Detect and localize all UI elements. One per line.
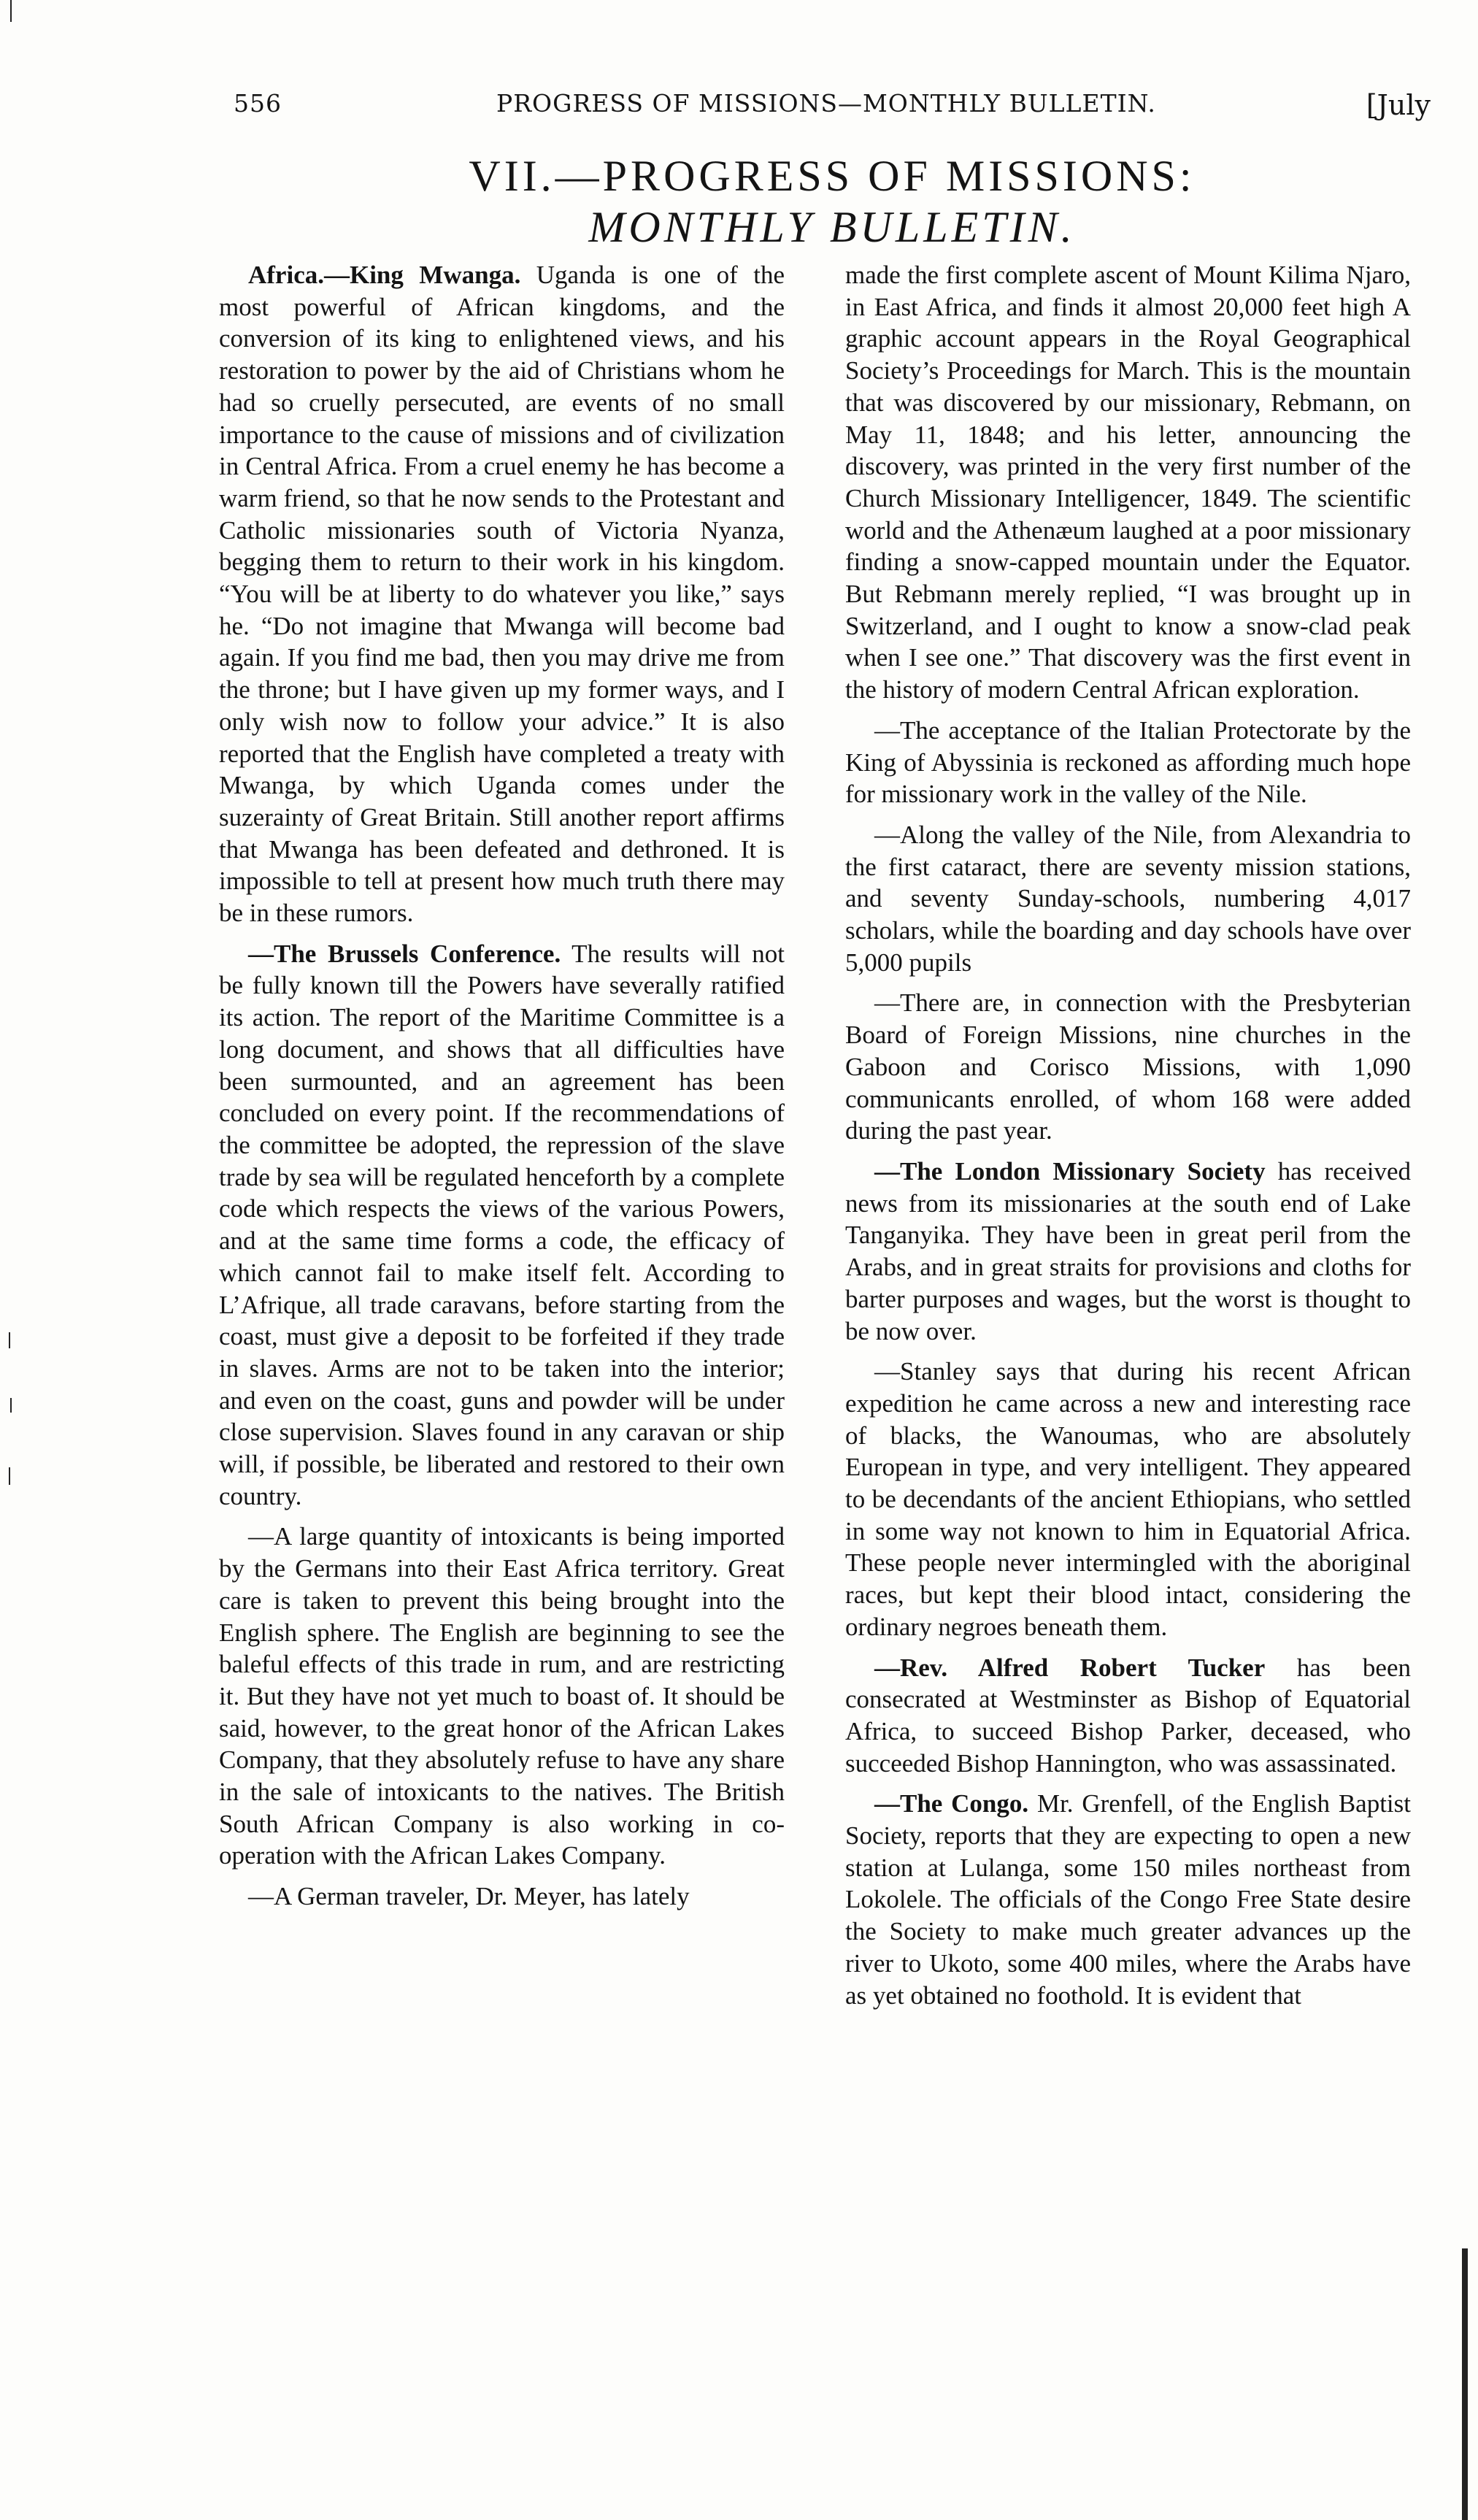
scan-edge-mark — [10, 0, 12, 22]
scan-edge-mark — [9, 1332, 10, 1348]
paragraph — [845, 819, 1411, 979]
title-line-1: VII.—PROGRESS OF MISSIONS: — [469, 152, 1196, 200]
paragraph-text: made the first complete ascent of Mount Kilima Njaro, in East Africa, and finds it almost 20,000 feet high A graphic account appears in the Royal Geographical Society’s Proceedings for March. This is the mountain that was discovered by our missionary, Rebmann, on May 11, 1848; and his letter, announcing the discovery, was printed in the very first number of the Church Missionary Intelligencer, 1849. The scientific world and the Athenæum laughed at a poor missionary finding a snow-capped mountain under the Equator. But Rebmann merely replied, “I was brought up in Switzerland, and I ought to know a snow-clad peak when I see one.” That discovery was the first event in the history of modern Central African exploration. — [845, 261, 1411, 704]
header-month: [July — [1366, 89, 1431, 121]
paragraph — [845, 1356, 1411, 1643]
article-title — [234, 150, 1431, 253]
paragraph — [845, 1788, 1411, 2011]
paragraph — [219, 938, 785, 1513]
paragraph-text: —The acceptance of the Italian Protectorate by the King of Abyssinia is reckoned as affording much hope for missionary work in the valley of the Nile. — [845, 715, 1411, 809]
paragraph — [845, 1156, 1411, 1347]
scan-edge-mark — [1462, 2248, 1468, 2520]
left-column — [219, 259, 785, 1921]
paragraph-text: —Along the valley of the Nile, from Alexandria to the first cataract, there are seventy mission stations, and seventy Sunday-schools, numbering 4,017 scholars, while the boarding and day schools have over 5,000 pupils — [845, 820, 1411, 977]
paragraph — [845, 715, 1411, 810]
paragraph — [219, 259, 785, 929]
scan-edge-mark — [9, 1467, 10, 1485]
paragraph-lead: —Rev. Alfred Robert Tucker — [874, 1653, 1266, 1682]
scan-edge-mark — [10, 1398, 12, 1413]
paragraph-text: has received news from its missionaries at the south end of Lake Tanganyika. They have been in great peril from the Arabs, and in great straits for provisions and cloths for barter purposes and wages, but the worst is thought to be now over. — [845, 1156, 1411, 1345]
paragraph — [845, 987, 1411, 1147]
paragraph-text: —A German traveler, Dr. Meyer, has lately — [248, 1882, 690, 1911]
page-number: 556 — [234, 89, 282, 118]
paragraph-text: Mr. Grenfell, of the English Baptist Society, reports that they are expecting to open a new station at Lulanga, some 150 miles northeast from Lokolele. The officials of the Congo Free State desire the Society to make much greater advances up the river to Ukoto, some 400 miles, where the Arabs have as yet obtained no foothold. It is evident that — [845, 1789, 1412, 2010]
paragraph-text: —Stanley says that during his recent African expedition he came across a new and interesting race of blacks, the Wanoumas, who are absolutely European in type, and very intelligent. They appeared to be decendants of the ancient Ethiopians, who settled in some way not known to him in Equatorial Africa. These people never intermingled with the aboriginal races, but kept their blood intact, considering the ordinary negroes beneath them. — [845, 1357, 1411, 1641]
running-title: PROGRESS OF MISSIONS—MONTHLY BULLETIN. — [496, 89, 1156, 118]
paragraph-text: The results will not be fully known till the Powers have severally ratified its action. The report of the Maritime Committee is a long document, and shows that all difficulties have been surmounted, and an agreement has been concluded on every point. If the recommendations of the committee be adopted, the repression of the slave trade by sea will be regulated henceforth by a complete code which respects the views of the various Powers, and at the same time forms a code, the efficacy of which cannot fail to make itself felt. According to L’Afrique, all trade caravans, before starting from the coast, must give a deposit to be forfeited if they trade in slaves. Arms are not to be taken into the interior; and even on the coast, guns and powder will be under close supervision. Slaves found in any caravan or ship will, if possible, be liberated and restored to their own country. — [219, 939, 785, 1510]
paragraph — [845, 259, 1411, 706]
paragraph-text: —A large quantity of intoxicants is being imported by the Germans into their East Africa territory. Great care is taken to prevent this being brought into the English sphere. The English are beginning to see the baleful effects of this trade in rum, and are restricting it. But they have not yet much to boast of. It should be said, however, to the great honor of the African Lakes Company, that they absolutely refuse to have any share in the sale of intoxicants to the natives. The British South African Company is also working in co-operation with the African Lakes Company. — [219, 1522, 785, 1870]
paragraph — [845, 1652, 1411, 1780]
paragraph-lead: —The Congo. — [874, 1789, 1029, 1818]
running-header — [234, 89, 1431, 133]
right-column — [845, 259, 1411, 2020]
paragraph — [219, 1521, 785, 1872]
paragraph-text: Uganda is one of the most powerful of African kingdoms, and the conversion of its king to enlightened views, and his restoration to power by the aid of Christians whom he had so cruelly persecuted, are events of no small importance to the cause of missions and of civilization in Central Africa. From a cruel enemy he has become a warm friend, so that he now sends to the Protestant and Catholic missionaries south of Victoria Nyanza, begging them to return to their work in his kingdom. “You will be at liberty to do whatever you like,” says he. “Do not imagine that Mwanga will become bad again. If you find me bad, then you may drive me from the throne; but I have given up my former ways, and I only wish now to follow your advice.” It is also reported that the English have completed a treaty with Mwanga, by which Uganda comes under the suzerainty of Great Britain. Still another report affirms that Mwanga has been defeated and dethroned. It is impossible to tell at present how much truth there may be in these rumors. — [219, 261, 785, 928]
paragraph-lead: Africa.—King Mwanga. — [248, 261, 521, 289]
paragraph-lead: —The London Missionary Society — [874, 1156, 1266, 1186]
paragraph-lead: —The Brussels Conference. — [248, 939, 561, 968]
paragraph-text: has been consecrated at Westminster as Bishop of Equatorial Africa, to succeed Bishop Parker, deceased, who succeeded Bishop Hannington, who was assassinated. — [845, 1653, 1411, 1778]
title-line-2: MONTHLY BULLETIN. — [588, 203, 1076, 251]
paragraph — [219, 1881, 785, 1913]
paragraph-text: —There are, in connection with the Presbyterian Board of Foreign Missions, nine churches in the Gaboon and Corisco Missions, with 1,090 communicants enrolled, of whom 168 were added during the past year. — [845, 988, 1411, 1145]
